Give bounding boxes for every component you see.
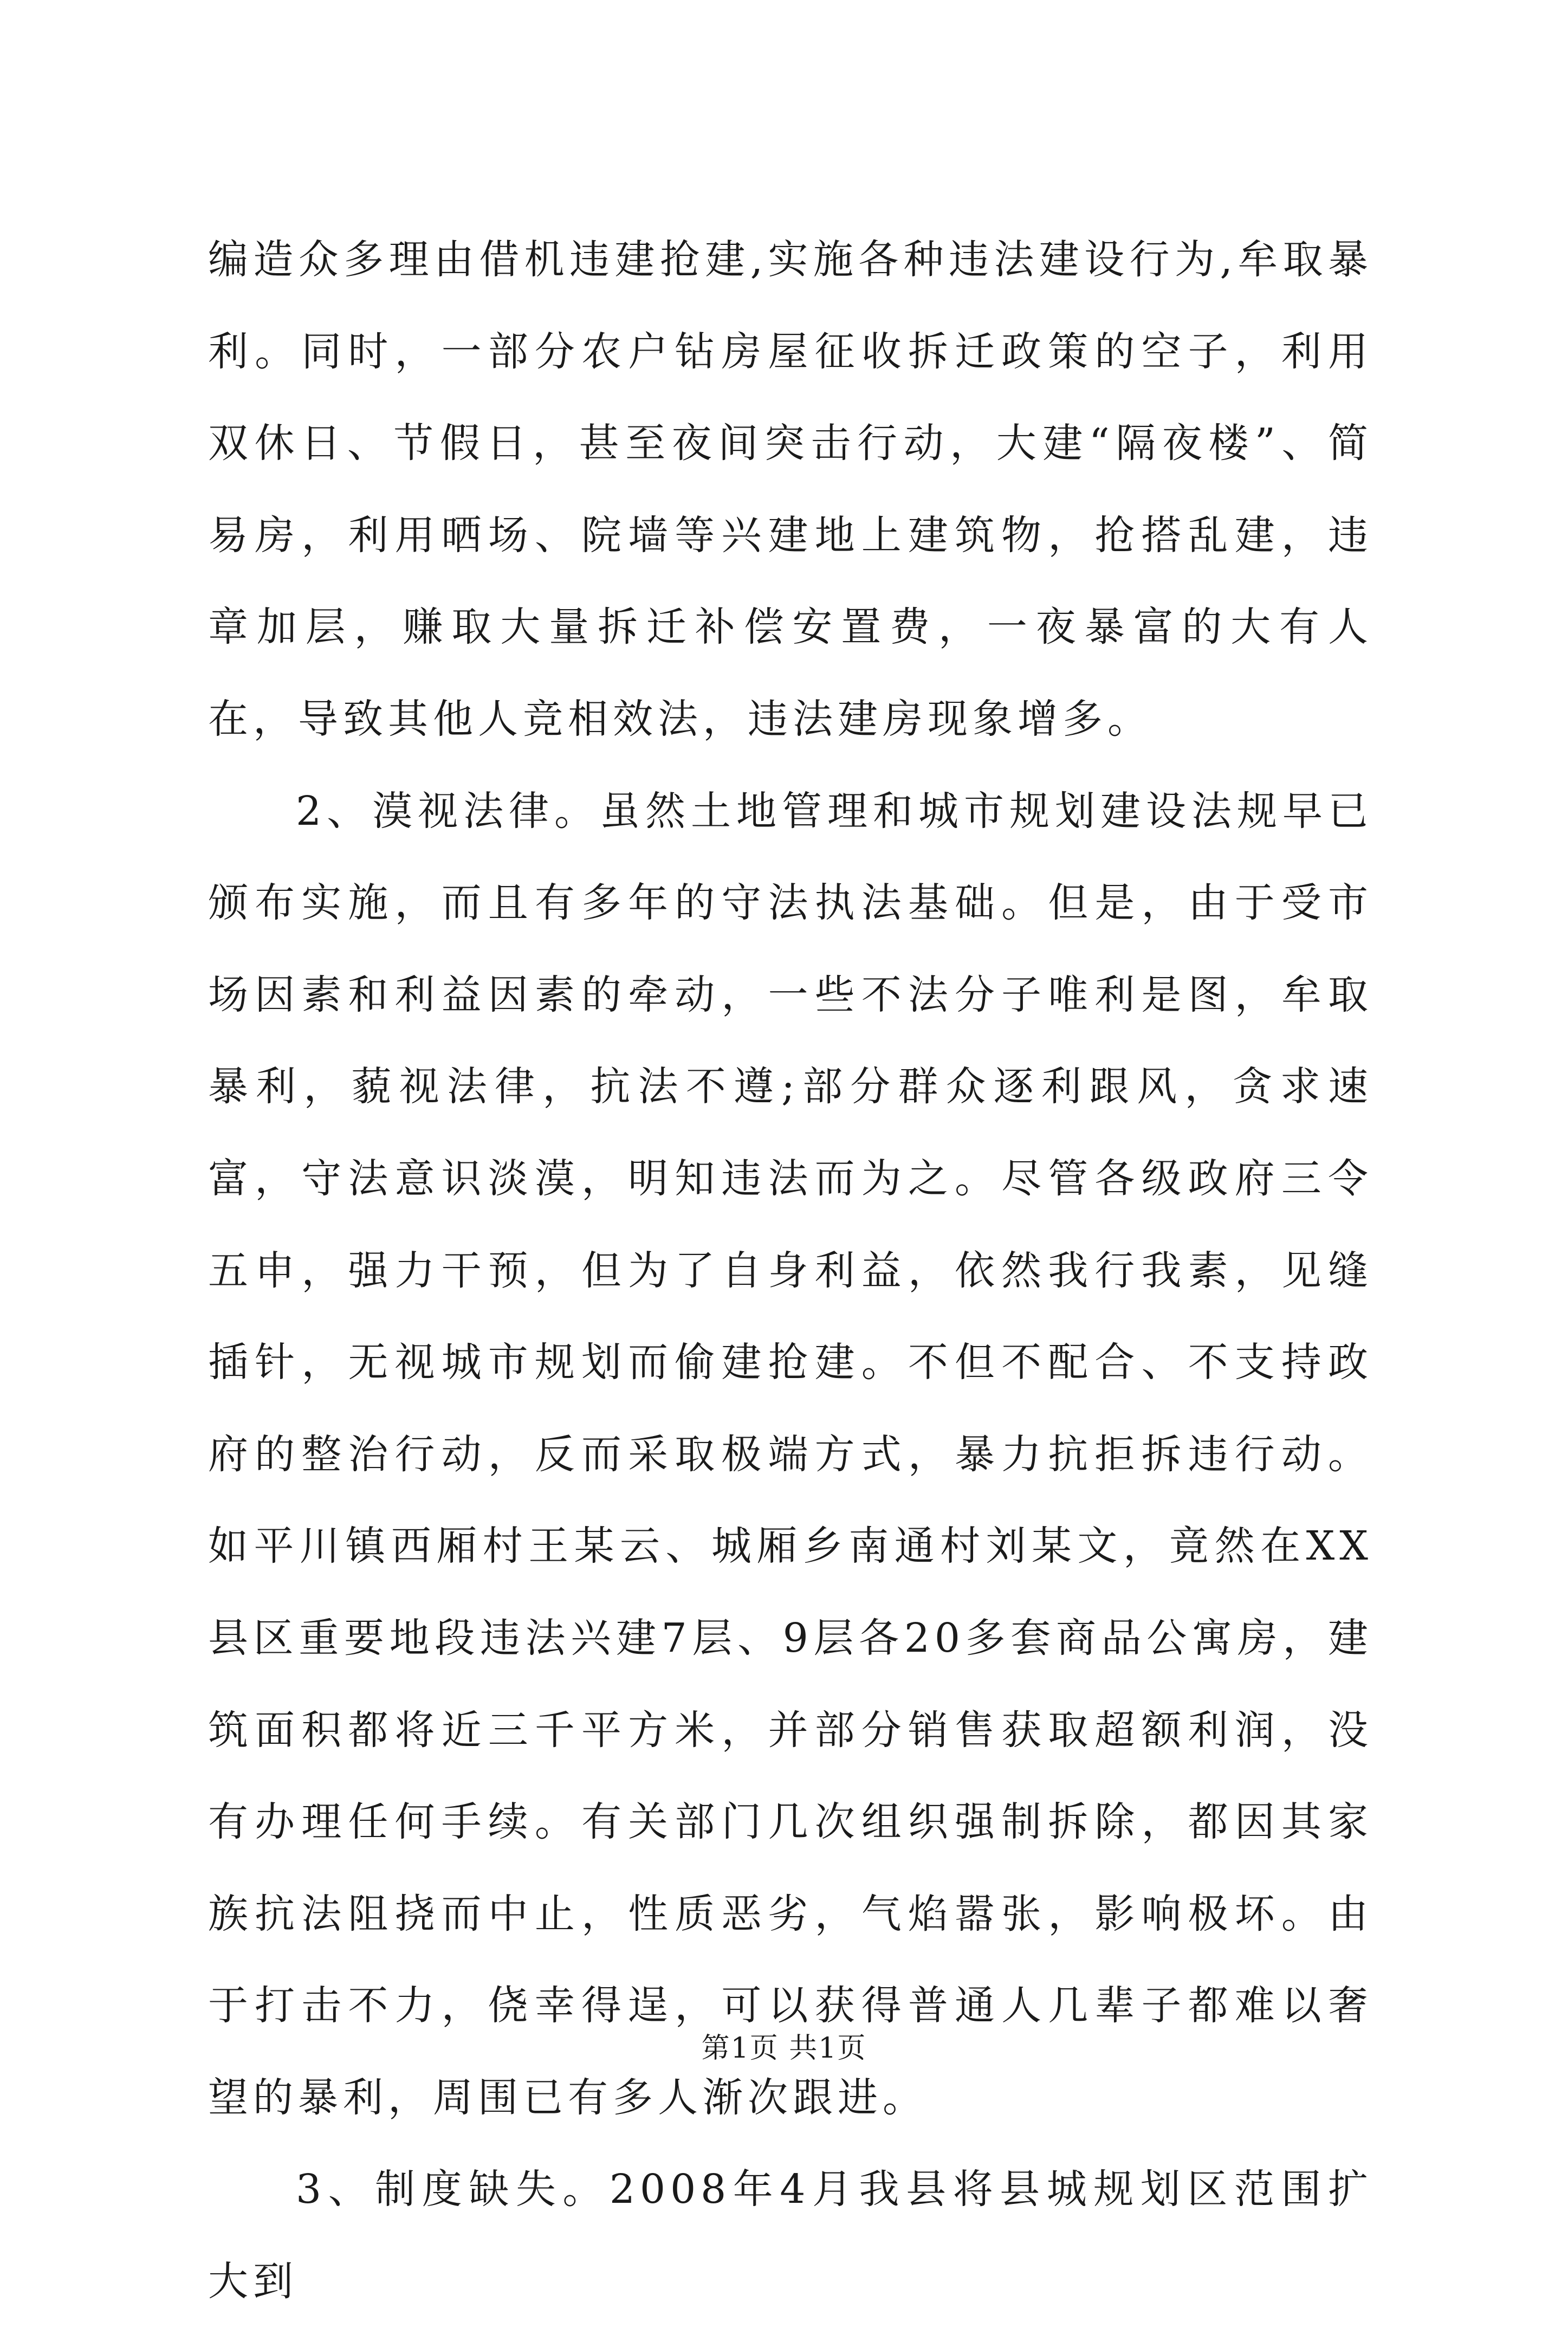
page-footer: 第1页 共1页 [701, 2032, 867, 2065]
paragraph-disregard-law: 2、漠视法律。虽然土地管理和城市规划建设法规早已颁布实施，而且有多年的守法执法基础。但是，由于受市场因素和利益因素的牵动，一些不法分子唯利是图，牟取暴利，藐视法律，抗法不遵;部分群众逐利跟风，贪求速富，守法意识淡漠，明知违法而为之。尽管各级政府三令五申，强力干预，但为了自身利益，依然我行我素，见缝插针，无视城市规划而偷建抢建。不但不配合、不支持政府的整治行动，反而采取极端方式，暴力抗拒拆违行动。如平川镇西厢村王某云、城厢乡南通村刘某文，竟然在XX县区重要地段违法兴建7层、9层各20多套商品公寓房，建筑面积都将近三千平方米，并部分销售获取超额利润，没有办理任何手续。有关部门几次组织强制拆除，都因其家族抗法阻挠而中止，性质恶劣，气焰嚣张，影响极坏。由于打击不力，侥幸得逞，可以获得普通人几辈子都难以奢望的暴利，周围已有多人渐次跟进。 [208, 787, 1373, 2121]
paragraph-continuation: 编造众多理由借机违建抢建,实施各种违法建设行为,牟取暴利。同时，一部分农户钻房屋征收拆迁政策的空子，利用双休日、节假日，甚至夜间突击行动，大建“隔夜楼”、简易房，利用晒场、院墙等兴建地上建筑物，抢搭乱建，违章加层，赚取大量拆迁补偿安置费，一夜暴富的大有人在，导致其他人竞相效法，违法建房现象增多。 [208, 236, 1373, 742]
paragraph-system-gaps: 3、制度缺失。2008年4月我县将县城规划区范围扩大到 [208, 2166, 1373, 2305]
document-body [208, 214, 1373, 2328]
